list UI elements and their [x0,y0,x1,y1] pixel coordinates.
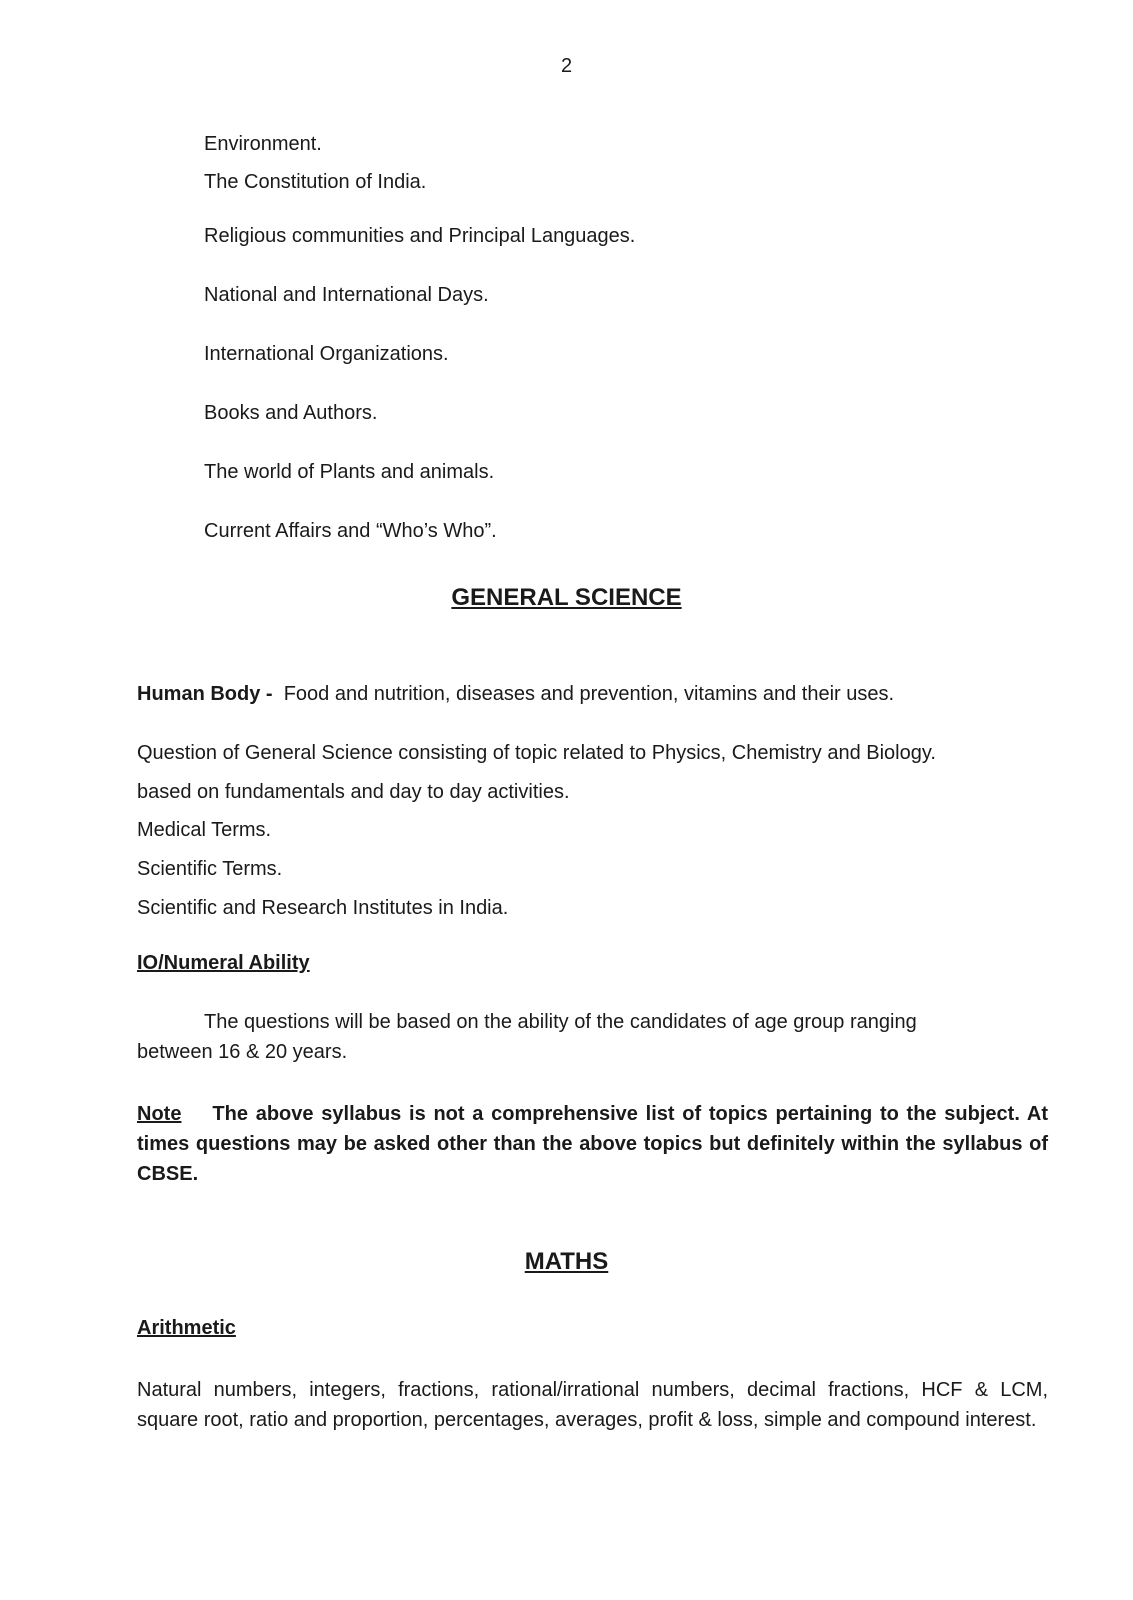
human-body-label: Human Body - [137,683,273,705]
note-label: Note [137,1103,182,1125]
science-line-physics: Question of General Science consisting of topic related to Physics, Chemistry and Biology. [137,742,936,764]
arithmetic-heading: Arithmetic [137,1317,236,1339]
science-line-scientific-terms: Scientific Terms. [137,858,283,880]
topic-environment: Environment. [204,133,322,155]
human-body-line [137,682,894,707]
human-body-text: Food and nutrition, diseases and prevention, vitamins and their uses. [283,683,895,705]
page-number: 2 [560,55,573,77]
numeral-ability-heading: IO/Numeral Ability [137,952,310,974]
numeral-ability-text-line2: between 16 & 20 years. [137,1041,348,1063]
topic-international-organizations: International Organizations. [204,343,449,365]
topic-current-affairs: Current Affairs and “Who’s Who”. [204,520,497,542]
syllabus-note [137,1099,1048,1189]
note-text: The above syllabus is not a comprehensive list of topics pertaining to the subject. At times questions may be asked other than the above topics but definitely within the syllabus of CBSE. [137,1103,1048,1185]
general-science-heading: GENERAL SCIENCE [451,584,682,611]
science-line-institutes: Scientific and Research Institutes in India. [137,897,509,919]
numeral-ability-text-line1: The questions will be based on the ability of the candidates of age group ranging [204,1011,917,1033]
topic-national-days: National and International Days. [204,284,489,306]
science-line-fundamentals: based on fundamentals and day to day activities. [137,781,570,803]
topic-constitution: The Constitution of India. [204,171,427,193]
topic-books-authors: Books and Authors. [204,402,378,424]
arithmetic-text: Natural numbers, integers, fractions, rational/irrational numbers, decimal fractions, HCF & LCM, square root, ratio and proportion, percentages, averages, profit & loss, simple and compound interest. [137,1379,1048,1431]
topic-religious-communities: Religious communities and Principal Languages. [204,225,636,247]
maths-heading: MATHS [524,1248,609,1275]
topic-plants-animals: The world of Plants and animals. [204,461,495,483]
science-line-medical-terms: Medical Terms. [137,819,272,841]
